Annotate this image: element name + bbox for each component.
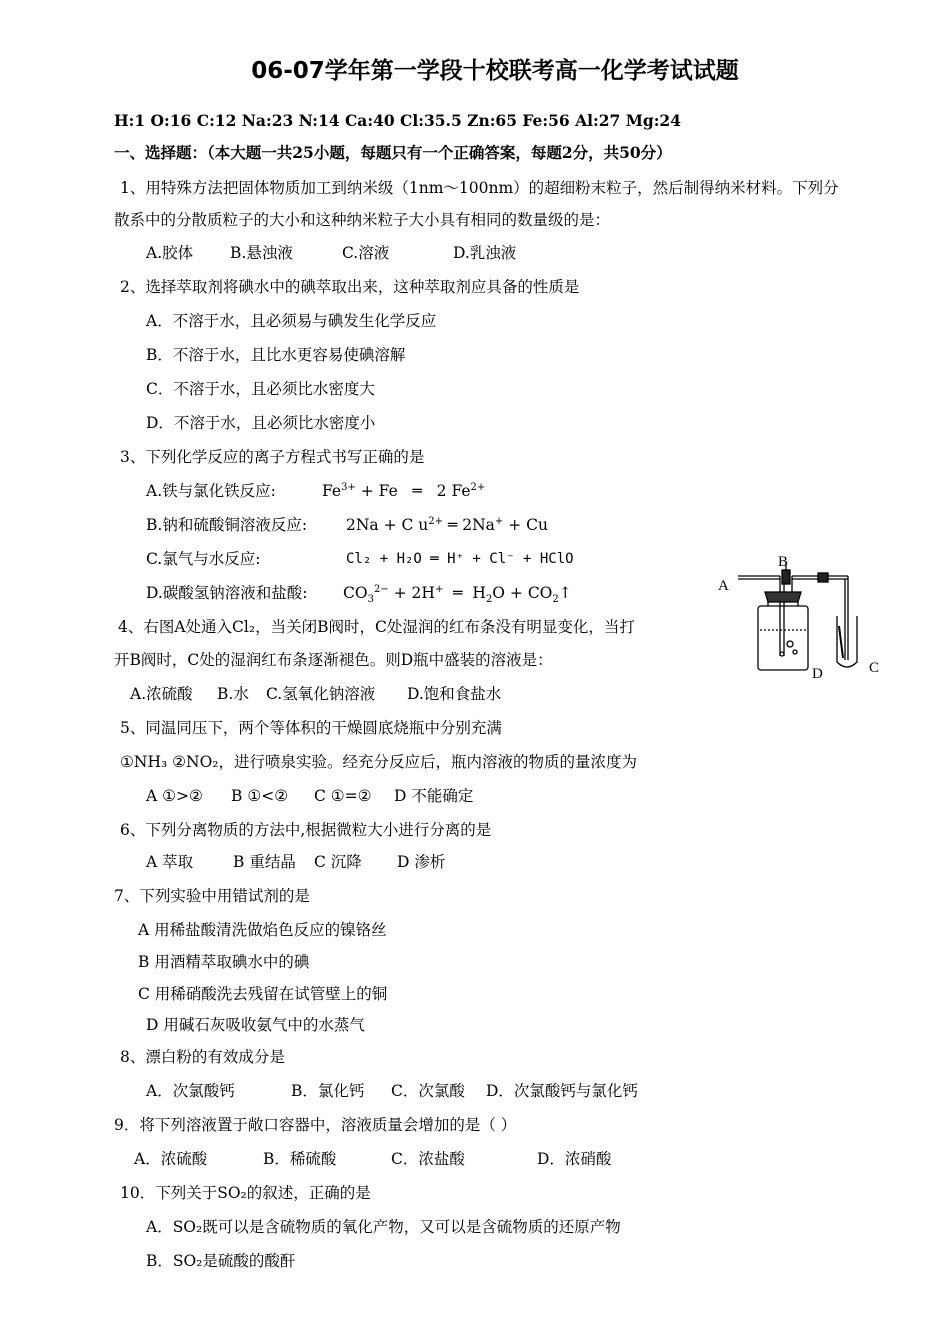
q10-option-b: B．SO₂是硫酸的酸酐 — [146, 1252, 296, 1270]
q8-option-a: A．次氯酸钙 — [146, 1082, 235, 1100]
q9-stem: 9．将下列溶液置于敞口容器中，溶液质量会增加的是（ ） — [114, 1116, 517, 1134]
q8-option-c: C．次氯酸 — [391, 1082, 465, 1100]
q6-option-d: D 渗析 — [397, 853, 446, 871]
diagram-label-c: C — [869, 660, 880, 676]
q3-option-c-equation: Cl₂ + H₂O ═ H⁺ + Cl⁻ + HClO — [346, 551, 574, 567]
q6-option-b: B 重结晶 — [233, 853, 296, 871]
q4-stem-line1: 4、右图A处通入Cl₂，当关闭B阀时，C处湿润的红布条没有明显变化，当打 — [118, 618, 635, 636]
q10-option-a: A．SO₂既可以是含硫物质的氧化产物，又可以是含硫物质的还原产物 — [146, 1218, 621, 1236]
q4-option-c: C.氢氧化钠溶液 — [266, 685, 376, 703]
q7-stem: 7、下列实验中用错试剂的是 — [114, 887, 310, 905]
q1-option-a: A.胶体 — [146, 244, 194, 262]
page-title: 06-07学年第一学段十校联考高一化学考试试题 — [251, 58, 739, 84]
stopper — [765, 592, 801, 602]
diagram-label-a: A — [718, 578, 729, 594]
q7-option-b: B 用酒精萃取碘水中的碘 — [138, 953, 310, 971]
q3-option-a-equation: $Fe^{3+} + Fe$ ═ 2 $Fe^{2+}$ — [322, 481, 486, 500]
q5-option-a: A ①>② — [146, 787, 203, 805]
q7-option-d: D 用碱石灰吸收氨气中的水蒸气 — [146, 1016, 365, 1034]
q4-option-d: D.饱和食盐水 — [407, 685, 502, 703]
q2-option-b: B．不溶于水，且比水更容易使碘溶解 — [146, 346, 406, 364]
q4-option-a: A.浓硫酸 — [130, 685, 193, 703]
q9-option-d: D．浓硝酸 — [537, 1150, 612, 1168]
q7-option-c: C 用稀硝酸洗去残留在试管壁上的铜 — [138, 985, 388, 1003]
q1-stem-line2: 散系中的分散质粒子的大小和这种纳米粒子大小具有相同的数量级的是： — [114, 211, 611, 229]
q3-option-d-equation: $CO_3^{2-} + 2H^+$ ═ $H_2O$ + $CO_2↑$ — [343, 583, 572, 606]
q1-stem-line1: 1、用特殊方法把固体物质加工到纳米级（1nm～100nm）的超细粉末粒子，然后制得纳米材料。下列分 — [120, 179, 839, 197]
q6-option-a: A 萃取 — [146, 853, 194, 871]
q4-option-b: B.水 — [217, 685, 249, 703]
q5-stem-line1: 5、同温同压下，两个等体积的干燥圆底烧瓶中分别充满 — [120, 719, 502, 737]
q2-stem: 2、选择萃取剂将碘水中的碘萃取出来，这种萃取剂应具备的性质是 — [120, 278, 580, 296]
q10-stem: 10．下列关于SO₂的叙述，正确的是 — [120, 1184, 371, 1202]
q9-option-c: C．浓盐酸 — [391, 1150, 465, 1168]
q9-option-b: B．稀硫酸 — [263, 1150, 337, 1168]
valve-b — [782, 570, 790, 584]
q6-stem: 6、下列分离物质的方法中,根据微粒大小进行分离的是 — [120, 821, 492, 839]
atomic-masses: H:1 O:16 C:12 Na:23 N:14 Ca:40 Cl:35.5 Zn:65 Fe:56 Al:27 Mg:24 — [114, 111, 681, 130]
q2-option-d: D．不溶于水，且必须比水密度小 — [146, 414, 376, 432]
q8-option-b: B．氯化钙 — [291, 1082, 365, 1100]
q3-option-d-label: D.碳酸氢钠溶液和盐酸: — [146, 584, 308, 602]
q1-option-b: B.悬浊液 — [230, 244, 293, 262]
bottle-d — [758, 606, 808, 670]
q6-option-c: C 沉降 — [314, 853, 362, 871]
q5-option-d: D 不能确定 — [394, 787, 474, 805]
q8-option-d: D．次氯酸钙与氯化钙 — [486, 1082, 638, 1100]
q4-stem-line2: 开B阀时，C处的湿润红布条逐渐褪色。则D瓶中盛装的溶液是： — [114, 651, 553, 669]
section-heading: 一、选择题：（本大题一共25小题，每题只有一个正确答案，每题2分，共50分） — [114, 143, 672, 162]
q7-option-a: A 用稀盐酸清洗做焰色反应的镍铬丝 — [138, 921, 387, 939]
q3-option-a-label: A.铁与氯化铁反应: — [146, 482, 276, 500]
q2-option-a: A．不溶于水，且必须易与碘发生化学反应 — [146, 312, 437, 330]
q3-stem: 3、下列化学反应的离子方程式书写正确的是 — [120, 448, 425, 466]
diagram-label-d: D — [812, 666, 823, 682]
diagram-label-b: B — [778, 554, 789, 570]
q1-option-c: C.溶液 — [342, 244, 390, 262]
q5-option-c: C ①=② — [314, 787, 372, 805]
q8-stem: 8、漂白粉的有效成分是 — [120, 1048, 285, 1066]
q1-option-d: D.乳浊液 — [453, 244, 517, 262]
q3-option-b-label: B.钠和硫酸铜溶液反应: — [146, 516, 308, 534]
q9-option-a: A．浓硫酸 — [134, 1150, 208, 1168]
q2-option-c: C．不溶于水，且必须比水密度大 — [146, 380, 375, 398]
q5-stem-line2: ①NH₃ ②NO₂，进行喷泉实验。经充分反应后，瓶内溶液的物质的量浓度为 — [120, 753, 637, 771]
q5-option-b: B ①<② — [231, 787, 289, 805]
q3-option-b-equation: 2Na + C $u^{2+}$ ═ 2Na+ + Cu — [346, 515, 548, 534]
q3-option-c-label: C.氯气与水反应: — [146, 550, 261, 568]
gas-washing-apparatus-diagram — [710, 548, 890, 688]
